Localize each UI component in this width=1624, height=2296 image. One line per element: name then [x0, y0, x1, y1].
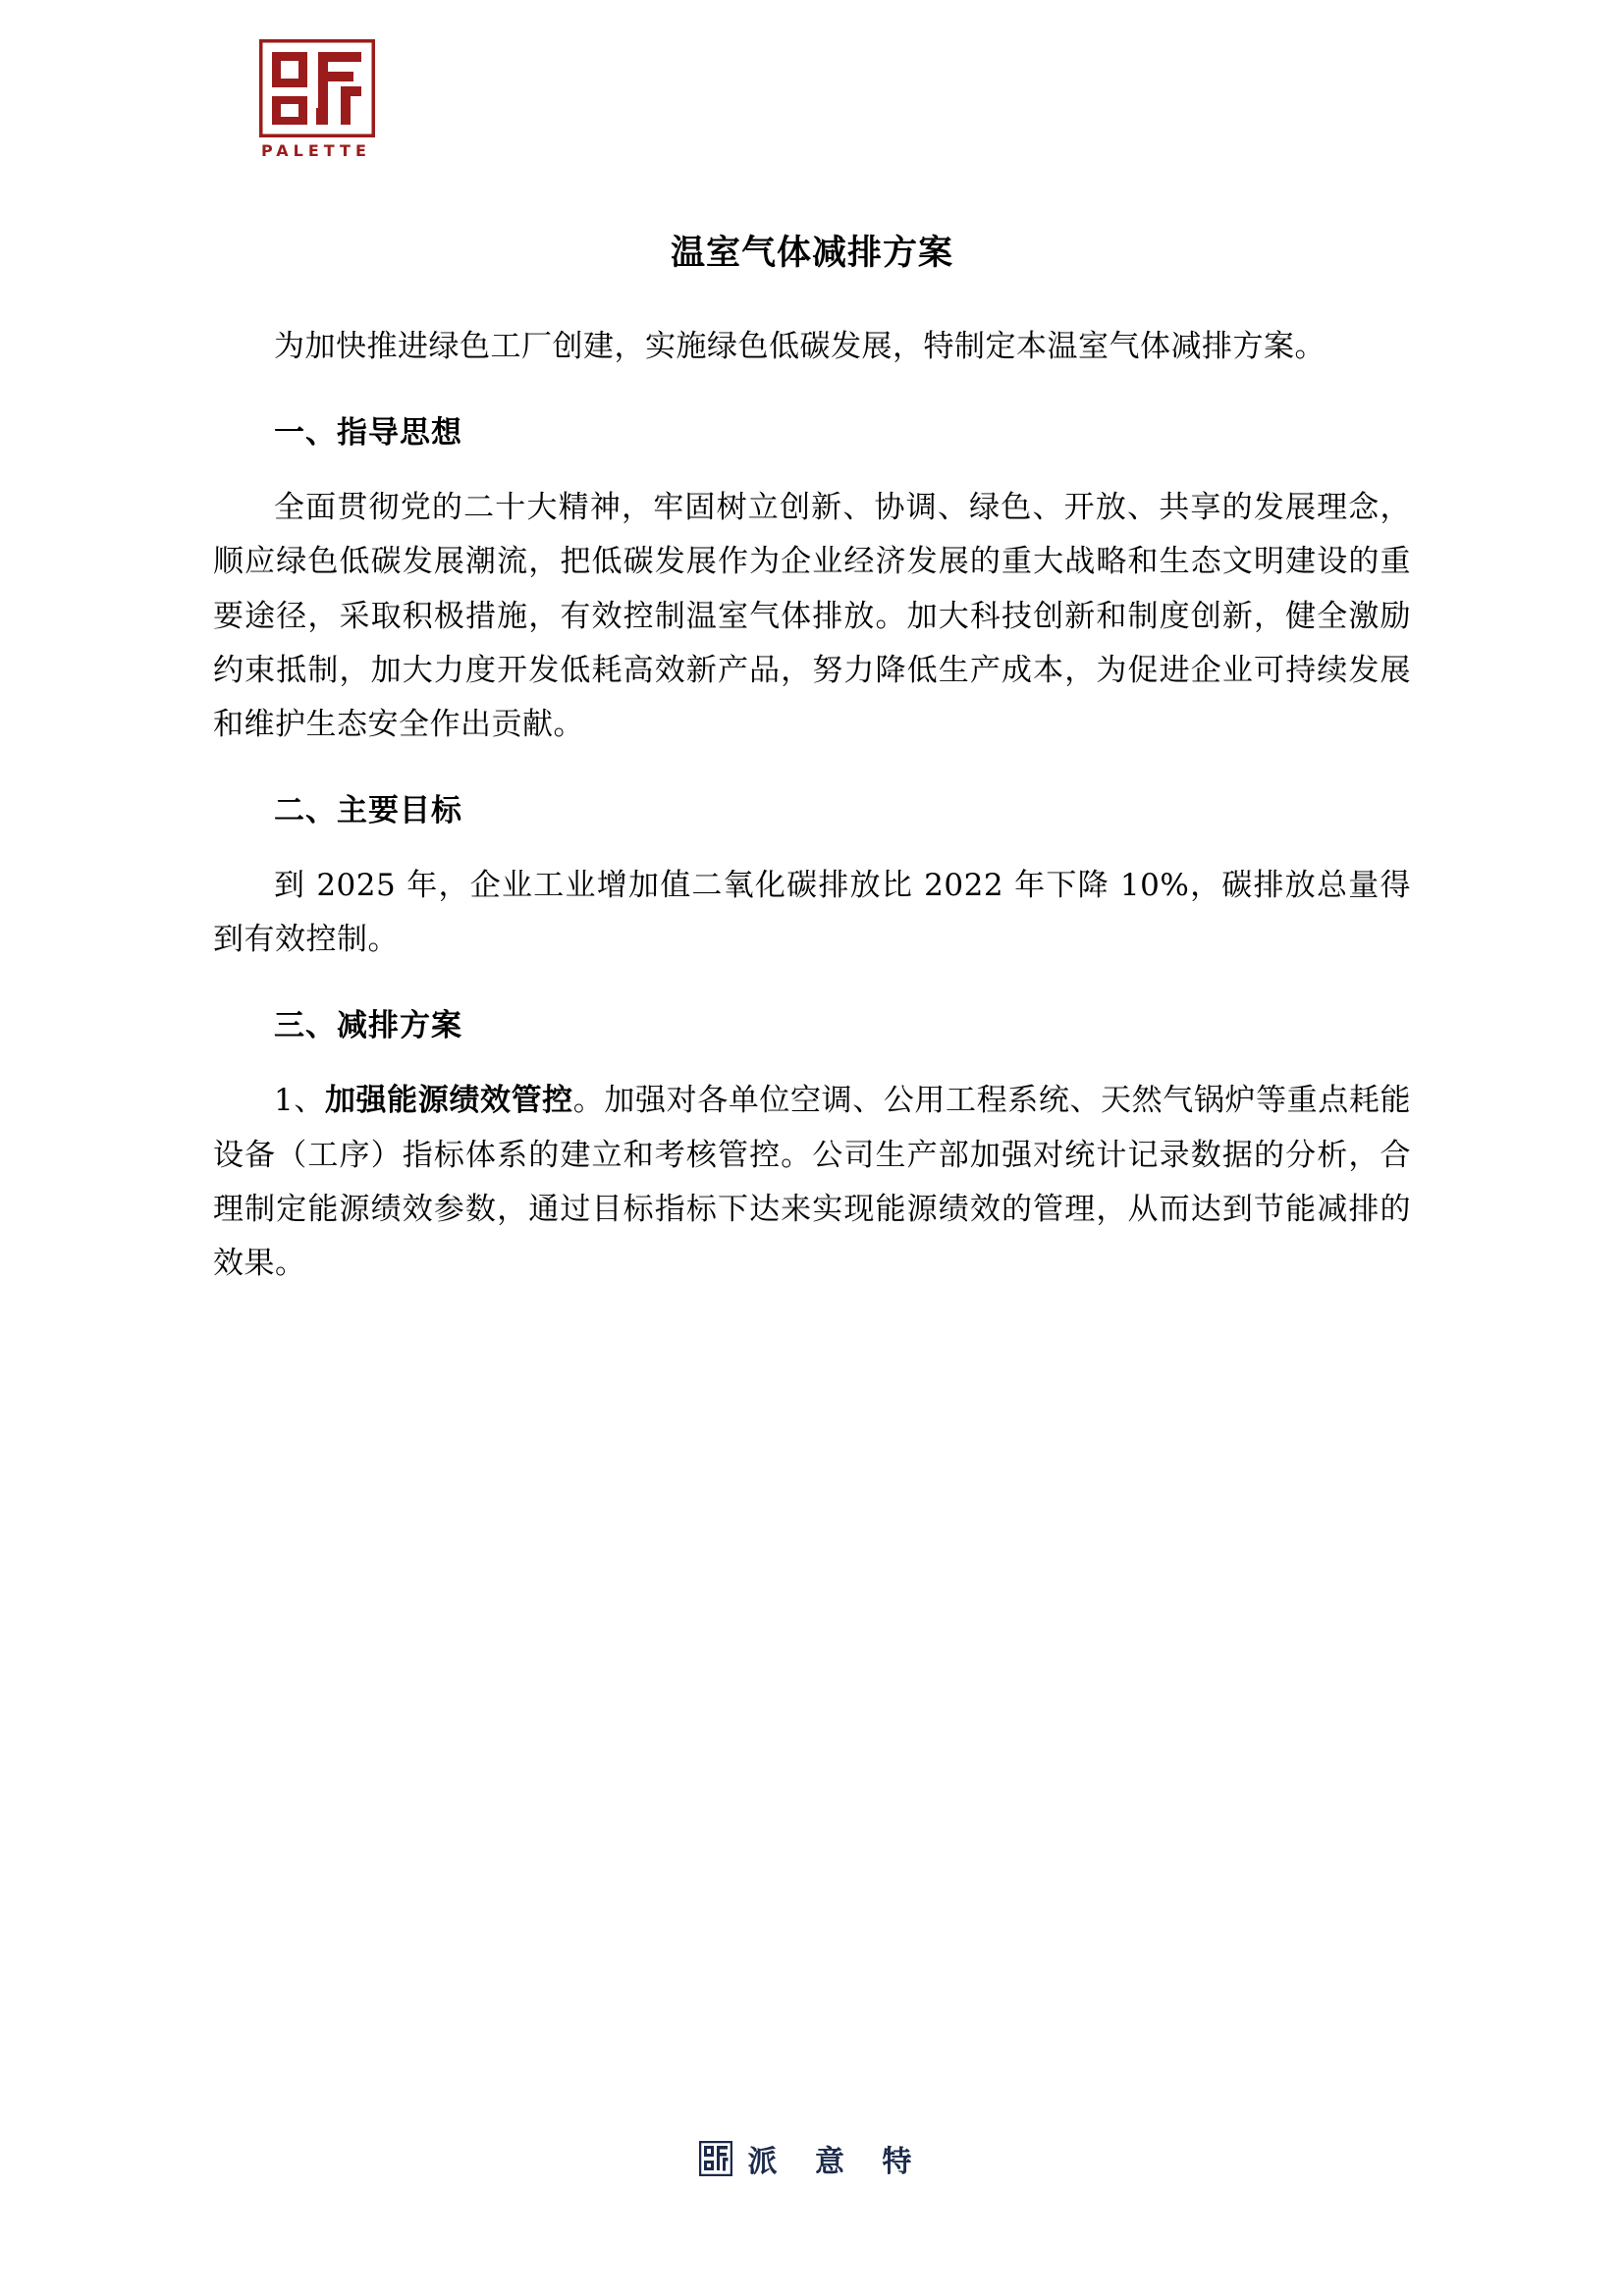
footer-text: 派 意 特 [747, 2145, 926, 2179]
header-logo [251, 39, 408, 177]
logo-wordmark: PALETTE [261, 141, 371, 160]
section-heading-2: 二、主要目标 [274, 793, 462, 829]
list-item-title: 加强能源绩效管控 [324, 1083, 573, 1119]
document-content [213, 226, 1411, 1324]
list-item-number: 1、 [274, 1083, 325, 1119]
intro-paragraph: 为加快推进绿色工厂创建，实施绿色低碳发展，特制定本温室气体减排方案。 [274, 329, 1326, 364]
palette-seal-logo-icon [259, 39, 375, 137]
page-title: 温室气体减排方案 [670, 233, 953, 273]
footer [0, 2137, 1624, 2180]
section-heading-1: 一、指导思想 [274, 415, 462, 452]
section-heading-3: 三、减排方案 [274, 1008, 462, 1044]
list-item-body: 。加强对各单位空调、公用工程系统、天然气锅炉等重点耗能设备（工序）指标体系的建立和考核管控。公司生产部加强对统计记录数据的分析，合理制定能源绩效参数，通过目标指标下达来实现能源绩效的管理，从而达到节能减排的效果。 [213, 1083, 1411, 1281]
section-body-2: 到 2025 年，企业工业增加值二氧化碳排放比 2022 年下降 10%，碳排放总量得到有效控制。 [213, 868, 1411, 958]
section-body-3 [213, 1074, 1411, 1291]
palette-seal-logo-small-icon [699, 2141, 732, 2176]
section-body-1: 全面贯彻党的二十大精神，牢固树立创新、协调、绿色、开放、共享的发展理念，顺应绿色低碳发展潮流，把低碳发展作为企业经济发展的重大战略和生态文明建设的重要途径，采取积极措施，有效控制温室气体排放。加大科技创新和制度创新，健全激励约束抵制，加大力度开发低耗高效新产品，努力降低生产成本，为促进企业可持续发展和维护生态安全作出贡献。 [213, 490, 1411, 742]
